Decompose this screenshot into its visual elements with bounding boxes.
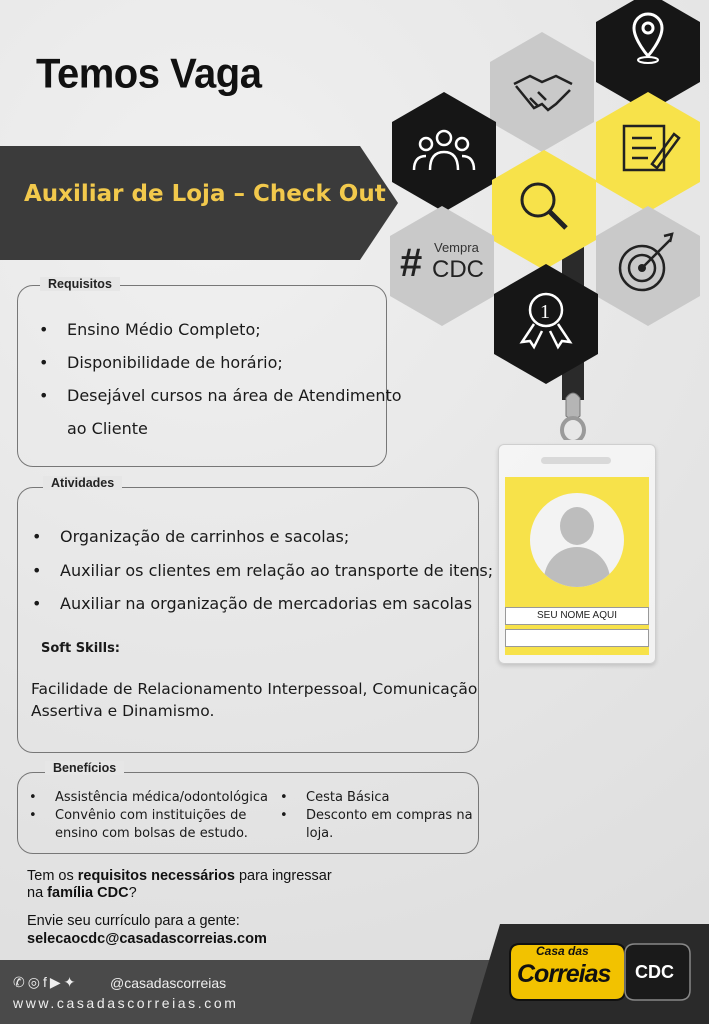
badge-name: SEU NOME AQUI xyxy=(505,607,649,625)
svg-text:1: 1 xyxy=(540,301,550,323)
requisitos-box xyxy=(17,285,387,467)
logo-tag: CDC xyxy=(635,962,674,982)
requisito-item-continuation: ao Cliente xyxy=(67,419,148,438)
email-link[interactable]: selecaocdc@casadascorreias.com xyxy=(27,931,267,947)
hashtag-line2: CDC xyxy=(432,256,484,283)
atividades-label: Atividades xyxy=(43,476,122,490)
requisito-item: • Desejável cursos na área de Atendimento xyxy=(67,386,402,405)
facebook-icon[interactable]: f xyxy=(42,974,50,990)
atividade-item: • Auxiliar os clientes em relação ao transporte de itens; xyxy=(60,561,493,580)
badge-blank-field xyxy=(505,629,649,647)
hexagon-cluster xyxy=(380,0,709,440)
youtube-icon[interactable]: ▶ xyxy=(49,974,64,990)
page-title: Temos Vaga xyxy=(36,50,262,98)
hashtag-hex xyxy=(390,206,494,326)
atividade-item: • Organização de carrinhos e sacolas; xyxy=(60,527,349,546)
target-hex xyxy=(596,206,700,326)
badge-slot xyxy=(541,457,611,464)
beneficio-item-continuation: loja. xyxy=(306,826,334,841)
soft-skills-title: Soft Skills: xyxy=(41,641,121,656)
beneficios-label: Benefícios xyxy=(45,761,124,775)
group-hex xyxy=(392,92,496,212)
atividade-item: • Auxiliar na organização de mercadorias em sacolas xyxy=(60,594,472,613)
cta-line3: Envie seu currículo para a gente: xyxy=(27,913,240,929)
beneficio-item: • Cesta Básica xyxy=(306,789,389,807)
hashtag-symbol: # xyxy=(400,241,423,285)
beneficio-item: • Desconto em compras na xyxy=(306,807,473,825)
logo-top-text: Casa das xyxy=(536,944,589,958)
beneficio-item-continuation: ensino com bolsas de estudo. xyxy=(55,826,248,841)
handshake-hex xyxy=(490,32,594,152)
soft-skills-line2: Assertiva e Dinamismo. xyxy=(31,702,215,720)
social-icons[interactable] xyxy=(13,974,78,991)
requisitos-label: Requisitos xyxy=(40,277,120,291)
document-pen-hex xyxy=(596,92,700,212)
requisito-item: • Disponibilidade de horário; xyxy=(67,353,283,372)
avatar xyxy=(530,493,624,587)
cta-line1: Tem os requisitos necessários para ingressar xyxy=(27,868,332,884)
requisito-item: • Ensino Médio Completo; xyxy=(67,320,261,339)
job-title: Auxiliar de Loja – Check Out xyxy=(24,181,386,207)
beneficio-item: • Assistência médica/odontológica xyxy=(55,789,268,807)
beneficio-item: • Convênio com instituições de xyxy=(55,807,246,825)
website-link[interactable]: www.casadascorreias.com xyxy=(13,995,239,1011)
hashtag-line1: Vempra xyxy=(434,240,479,255)
twitter-icon[interactable]: ✦ xyxy=(63,974,79,990)
whatsapp-icon[interactable]: ✆ xyxy=(13,974,28,990)
cta-line2: na família CDC? xyxy=(27,885,137,901)
soft-skills-line1: Facilidade de Relacionamento Interpessoal, Comunicação xyxy=(31,680,478,698)
social-handle[interactable]: @casadascorreias xyxy=(110,975,227,991)
logo-main-text: Correias xyxy=(517,960,611,988)
instagram-icon[interactable]: ◎ xyxy=(27,974,43,990)
id-badge xyxy=(498,444,656,664)
